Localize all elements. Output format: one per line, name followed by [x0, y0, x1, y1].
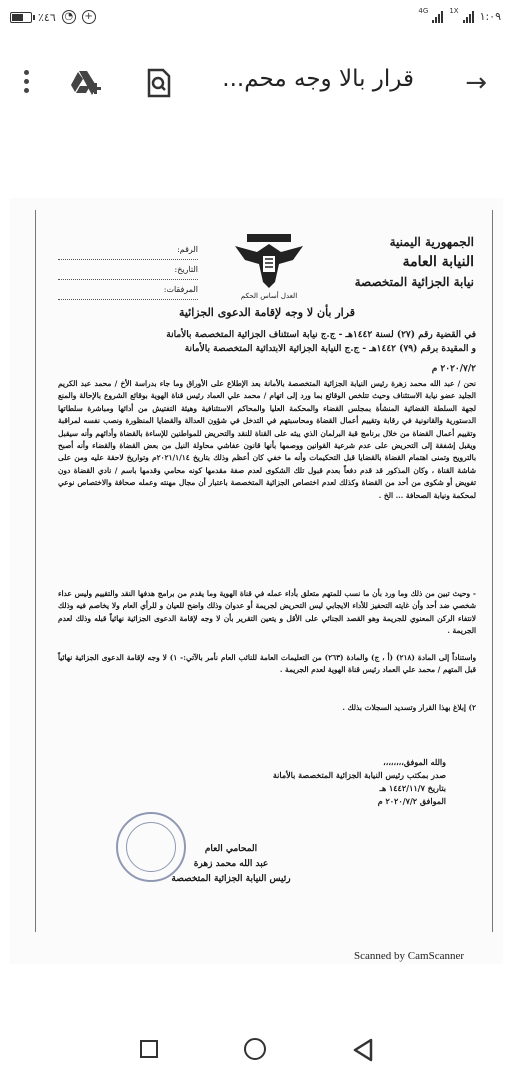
network-type-2: 1X	[449, 6, 459, 15]
closing-block	[166, 756, 446, 808]
paragraph-reasoning: - وحيث تبين من ذلك وما ورد بأن ما نسب للمتهم متعلق بأداء عمله في قناة الهوية وما يقدم من برامج هدفها النقد والتقييم وليس عداء شخصي ضد أحد وأن غايته التحفيز للأداء الايجابي ليس التحريض لجريمة أو عدوان وذلك واضح للعيان و للرأي العام ولا يخاصم فيه وذلك لانتفاء الركن المعنوي للجريمة وهو القصد الجنائي على الأقل و يتعين التقرير بأن لا وجه لإقامة الدعوى الجزائية نهائياً قبله وذلك لعدم الجريمة .	[58, 589, 476, 636]
letterhead-line-3: نيابة الجزائية المتخصصة	[354, 275, 474, 289]
signature-block	[156, 842, 306, 887]
drive-add-icon[interactable]	[70, 70, 104, 96]
scanner-watermark: Scanned by CamScanner	[354, 950, 464, 962]
signature-line-3: رئيس النيابة الجزائية المتخصصة	[171, 874, 291, 884]
attachments-row: المرفقات:	[58, 280, 198, 300]
data-saver-icon: +	[82, 10, 96, 24]
status-left	[10, 10, 96, 24]
network-type-1: 4G	[418, 6, 429, 15]
closing-line-4: الموافق ٢٠٢٠/٧/٢ م	[377, 796, 446, 806]
case-line-1: في القضية رقم (٢٧) لسنة ١٤٤٢هـ - ج.ج نيابة استئناف الجزائية المتخصصة بالأمانة	[166, 330, 476, 340]
emblem	[223, 232, 315, 300]
paragraph-notify: ٢) إبلاغ بهذا القرار وتسديد السجلات بذلك .	[342, 703, 476, 712]
document-content	[58, 232, 477, 962]
document-page	[10, 198, 503, 964]
app-bar	[0, 52, 511, 116]
more-vert-icon[interactable]	[24, 70, 30, 97]
back-arrow-icon[interactable]: →	[465, 68, 487, 98]
closing-line-2: صدر بمكتب رئيس النيابة الجزائية المتخصصة بالأمانة	[272, 770, 446, 780]
status-bar	[0, 0, 511, 36]
back-button[interactable]	[352, 1038, 374, 1062]
alarm-icon: ◔	[62, 10, 76, 24]
decision-title: قرار بأن لا وجه لإقامة الدعوى الجزائية	[178, 306, 356, 319]
status-right	[418, 6, 501, 23]
document-title: قرار بالا وجه محم...	[222, 66, 414, 92]
letterhead-line-2: النيابة العامة	[402, 254, 474, 270]
battery-percent: ٪٤٦	[38, 10, 56, 24]
battery-icon	[10, 12, 32, 23]
closing-line-3: بتاريخ ١٤٤٢/١١/٧ هـ	[379, 783, 446, 793]
signature-line-1: المحامي العام	[204, 844, 258, 854]
signal-icon	[432, 11, 443, 23]
home-button[interactable]	[244, 1038, 266, 1060]
signature-line-2: عبد الله محمد زهرة	[193, 859, 269, 869]
reference-number-row: الرقم:	[58, 240, 198, 260]
case-reference	[58, 328, 476, 356]
paragraph-facts: نحن / عبد الله محمد زهرة رئيس النيابة الجزائية المتخصصة بالأمانة بعد الإطلاع على الأوراق وما جاء بدراسة الأخ / محمد عبد الكريم الجليد عضو نيابة الاستئناف وحيث تتلخص الوقائع بما ورد إلى اتهام / محمد علي العماد رئيس قناة الهوية بوقائع الشروع بالإحالة والمنع لجهة السلطة القضائية المنشأة بمجلس القضاء والمحكمة العليا والمحاكم الاستئنافية وهيئة التفتيش من أدائها ومباشرة سلطاتها الدستورية والقانونية في رقابة وتقييم أعمال القضاة ومحاسبتهم في التدخل في شؤون العدالة والقضايا المنظورة ونصب نفسه لمراقبة وتقييم أعمال القضاة من خلال برنامج قبة البرلمان الذي يبثه على القناة للنقد والتحريض للمواطنين للإساءة بالقضاة وأدائهم وأنه سيقبل ويقبل إشفقة إلى التحريض على عدم شرعية القوانين ووصمها بأنها قانون عفاشي محاولة النيل من بعض القضاة والقضاء وأنه أصبح بالترويح وتمنى اهتمام القضاة بالقضايا قبل التحكيمات وأنه ما خفي كان أعظم وذلك بتاريخ ٢٠٢١/١/١٤م وتواريخ لاحقة عليه ومن على شاشة القناة ، وكان المذكور قد قدم دفعاً بعدم قبول تلك الشكوى لعدم صفة مقدمها كونه محامي وقدمها باسم / نادي القضاة دون تفويض أو شكوى من أحد من القضاة وكذلك لعدم اختصاص الجزائية المتخصصة باعتبار أن مجال مهنته وعمله صحافة والاختصاص نوعي لمحكمة ونيابة الصحافة ... الخ .	[58, 379, 476, 500]
closing-line-1: والله الموفق،،،،،،،،	[383, 757, 446, 767]
letterhead-right	[324, 232, 474, 292]
lens-icon[interactable]	[146, 68, 172, 98]
signal-icon-2	[463, 11, 474, 23]
clock: ١:٠٩	[479, 10, 501, 23]
eagle-emblem-icon	[229, 232, 309, 290]
letterhead-line-1: الجمهورية اليمنية	[389, 235, 474, 249]
paragraph-ruling: واستناداً إلى المادة (٢١٨) (أ ، ج) والمادة (٢٦٣) من التعليمات العامة للنائب العام نأمر بالآتي:- ١) لا وجه لإقامة الدعوى الجزائية نهائياً قبل المتهم / محمد علي العماد رئيس قناة الهوية لعدم الجريمة .	[58, 653, 477, 675]
recents-button[interactable]	[140, 1040, 158, 1058]
decision-date: ٢٠٢٠/٧/٢ م	[431, 364, 476, 374]
case-line-2: و المقيدة برقم (٧٩) ١٤٤٢هـ - ج.ج النيابة الجزائية الابتدائية المتخصصة بالأمانة	[184, 344, 476, 354]
emblem-caption: العدل أساس الحكم	[240, 292, 298, 300]
navigation-bar	[0, 1024, 511, 1080]
date-row: التاريخ:	[58, 260, 198, 280]
letterhead-left	[58, 240, 198, 300]
